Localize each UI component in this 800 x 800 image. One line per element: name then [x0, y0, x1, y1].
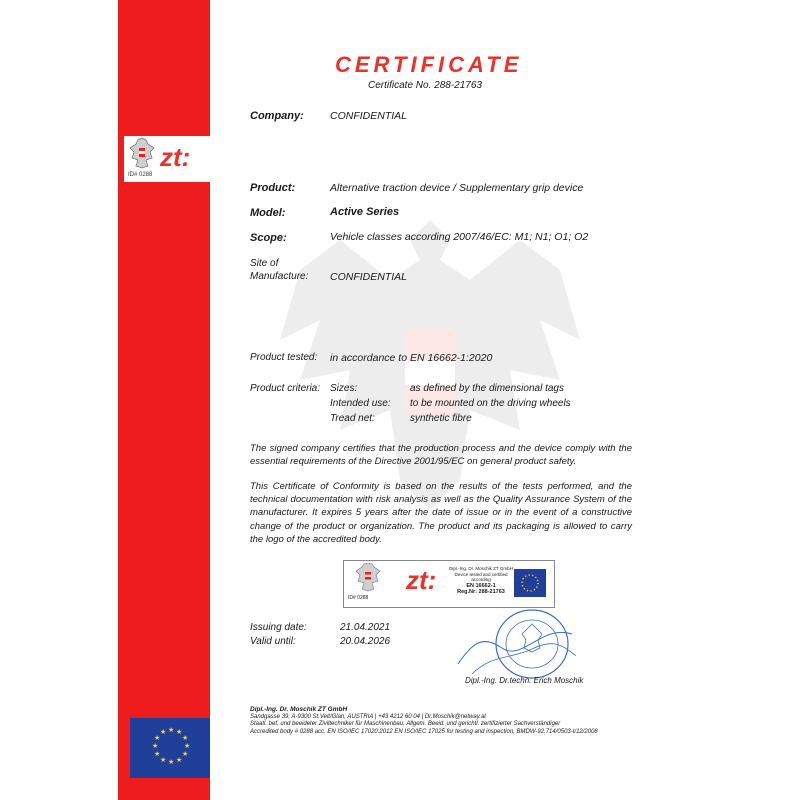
- badge-regnr: Reg.Nr: 288-21763: [457, 589, 505, 595]
- criteria-key: Intended use:: [330, 398, 391, 409]
- eu-flag-icon: [130, 718, 210, 778]
- logo-id-text: ID# 0288: [128, 172, 153, 178]
- model-label: Model:: [250, 207, 286, 219]
- conformity-paragraph: This Certificate of Conformity is based on the results of the tests performed, and the technical documentation with risk analysis as well as the Quality Assurance System of the manufacturer. It expires 5 years after the date of issue or in the event of a constructive change of the product or organization. The product and its packaging is allowed to carry the logo of the accredited body.: [250, 481, 632, 545]
- badge-standard: EN 16662-1: [466, 582, 496, 589]
- svg-text:★: ★: [168, 726, 175, 734]
- red-side-stripe: [118, 0, 210, 800]
- footer-credentials: Staatl. bef. und beeideter Ziviltechniker für Maschinenbau, Allgem. Beeid. und gerichtl. zertifizierter Sachverständiger: [250, 721, 561, 727]
- svg-text:★: ★: [152, 742, 159, 750]
- product-label: Product:: [250, 182, 296, 194]
- badge-zt-text: zt:: [406, 565, 437, 595]
- svg-text:★: ★: [154, 734, 161, 742]
- official-stamp-icon: [452, 604, 582, 684]
- issuing-date-value: 21.04.2021: [340, 622, 391, 633]
- product-value: Alternative traction device / Supplementary grip device: [330, 182, 584, 194]
- svg-text:★: ★: [176, 756, 183, 764]
- certificate-title: CERTIFICATE: [335, 52, 523, 77]
- site-label-line1: Site of: [250, 258, 279, 269]
- svg-text:★: ★: [184, 742, 191, 750]
- zt-logo: [124, 136, 214, 182]
- svg-text:zt:: zt:: [160, 142, 191, 172]
- company-label: Company:: [250, 110, 304, 122]
- footer-accreditation: Accredited body # 0288 acc. EN ISO/IEC 17020:2012 EN ISO/IEC 17025 for testing and inspection, BMDW-92.714/0503-I/12/2008: [250, 728, 598, 735]
- badge-line3: according: [471, 577, 491, 582]
- criteria-key: Sizes:: [330, 383, 358, 394]
- badge-text: [446, 566, 516, 596]
- svg-text:★: ★: [176, 728, 183, 736]
- issuing-date-label: Issuing date:: [250, 622, 307, 633]
- compliance-paragraph: The signed company certifies that the production process and the device comply with the essential requirements of the Directive 2001/95/EC on general product safety.: [250, 443, 632, 468]
- valid-until-value: 20.04.2026: [340, 636, 391, 647]
- footer-heading: Dipl.-Ing. Dr. Moschik ZT GmbH: [250, 706, 348, 713]
- criteria-value: as defined by the dimensional tags: [410, 383, 564, 394]
- svg-text:★: ★: [182, 750, 189, 758]
- criteria-value: to be mounted on the driving wheels: [410, 398, 571, 409]
- product-tested-label: Product tested:: [250, 352, 318, 363]
- criteria-value: synthetic fibre: [410, 413, 472, 424]
- footer-address: Sandgasse 39, A-9300 St.Veit/Glan, AUSTRIA | +43 4212 60 04 | Dr.Moschik@netway.at: [250, 713, 486, 720]
- badge-line2: Device tested and certified: [454, 571, 508, 577]
- criteria-key: Tread net:: [330, 413, 375, 424]
- svg-text:★: ★: [182, 734, 189, 742]
- svg-text:★: ★: [154, 750, 161, 758]
- model-value: Active Series: [330, 206, 400, 218]
- footer: [250, 706, 640, 736]
- scope-label: Scope:: [250, 232, 287, 244]
- certificate-number: Certificate No. 288-21763: [368, 80, 482, 91]
- signature-caption: Dipl.-Ing. Dr.techn. Erich Moschik: [465, 676, 584, 685]
- valid-until-label: Valid until:: [250, 636, 296, 647]
- badge-line1: Dipl.-Ing. Dr. Moschik ZT GmbH: [449, 566, 513, 571]
- badge-eu-flag-icon: [514, 569, 546, 597]
- certification-badge: [343, 560, 555, 608]
- company-value: CONFIDENTIAL: [330, 110, 408, 122]
- svg-text:★: ★: [168, 758, 175, 766]
- product-criteria-label: Product criteria:: [250, 383, 321, 394]
- site-value: CONFIDENTIAL: [330, 271, 408, 283]
- svg-text:★: ★: [160, 756, 167, 764]
- svg-text:★: ★: [160, 728, 167, 736]
- scope-value: Vehicle classes according 2007/46/EC: M1; N1; O1; O2: [330, 231, 589, 243]
- product-tested-value: in accordance to EN 16662-1:2020: [330, 352, 493, 364]
- badge-id-text: ID# 0288: [348, 595, 369, 601]
- site-label-line2: Manufacture:: [250, 271, 309, 282]
